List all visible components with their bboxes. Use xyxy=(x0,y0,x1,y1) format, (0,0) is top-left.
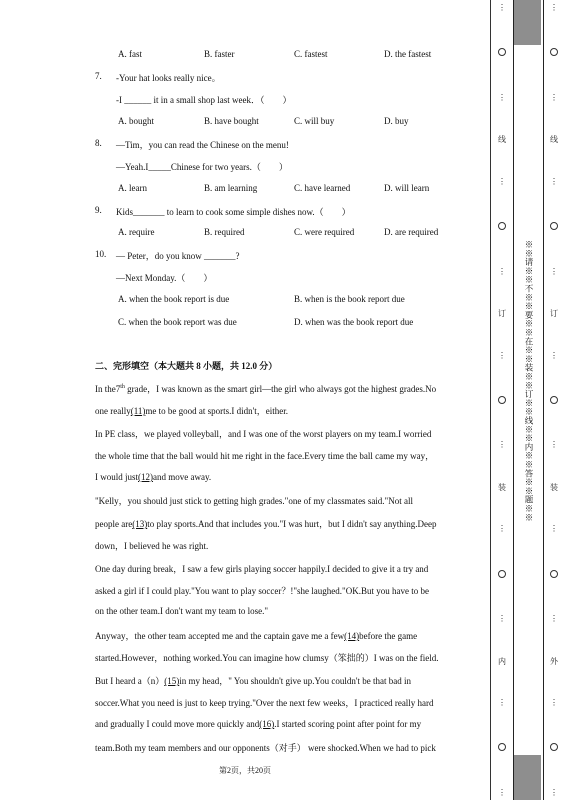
passage-line: In PE class，we played volleyball，and I was one of the worst players on my team.I worried xyxy=(95,429,432,439)
dot-separator: ⋮ xyxy=(498,266,506,276)
outer-label-zhuang: 装 xyxy=(549,482,559,491)
passage-text: me to be good at sports.I didn't，either. xyxy=(145,406,289,416)
dot-separator: ⋮ xyxy=(550,3,558,12)
dot-separator: ⋮ xyxy=(550,176,558,186)
gray-strip-top xyxy=(514,0,541,45)
circle-mark xyxy=(498,48,506,56)
passage-line xyxy=(95,719,421,729)
q8-option-d: D. will learn xyxy=(384,183,430,193)
passage-line: down，I believed he was right. xyxy=(95,541,209,551)
circle-mark xyxy=(498,743,506,751)
q10-number: 10. xyxy=(95,249,107,259)
dot-separator: ⋮ xyxy=(550,524,558,534)
q7-number: 7. xyxy=(95,71,102,81)
passage-text: and move away. xyxy=(153,472,212,482)
dot-separator: ⋮ xyxy=(550,266,558,276)
q8-line1: —Tim，you can read the Chinese on the menu! xyxy=(116,140,289,150)
binding-border xyxy=(490,0,491,800)
passage-line xyxy=(95,674,411,687)
page-footer: 第2页，共20页 xyxy=(219,766,271,775)
q10-option-a: A. when the book report is due xyxy=(118,294,230,304)
passage-text: But I heard a（n） xyxy=(95,676,165,686)
passage-line: soccer.What you need is just to keep trying."Over the next few weeks，I practiced really hard xyxy=(95,698,434,708)
q9-number: 9. xyxy=(95,205,102,215)
dot-separator: ⋮ xyxy=(550,440,558,450)
q7-text-pre: -I xyxy=(116,95,125,105)
q9-option-b: B. required xyxy=(204,227,245,237)
dot-separator: ⋮ xyxy=(550,350,558,360)
q7-option-c: C. will buy xyxy=(294,116,335,126)
blank-11: (11) xyxy=(130,406,146,416)
dot-separator: ⋮ xyxy=(498,524,506,534)
inner-label-xian: 线 xyxy=(497,135,507,144)
dot-separator: ⋮ xyxy=(498,92,506,102)
q8-text-post: Chinese for two years.（ ） xyxy=(170,162,288,172)
passage-text: .I started scoring point after point for my xyxy=(274,719,422,729)
gray-strip-bottom xyxy=(514,755,541,800)
inner-label-nei: 内 xyxy=(497,656,507,665)
dot-separator: ⋮ xyxy=(498,3,506,12)
circle-mark xyxy=(550,396,558,404)
q9-option-a: A. require xyxy=(118,227,155,237)
dot-separator: ⋮ xyxy=(498,350,506,360)
passage-line: team.Both my team members and our opponents（对手） were shocked.When we had to pick xyxy=(95,743,436,753)
dot-separator: ⋮ xyxy=(550,698,558,707)
outer-label-xian: 线 xyxy=(549,135,559,144)
outer-binding-column xyxy=(548,4,560,796)
passage-line xyxy=(95,472,211,482)
circle-mark xyxy=(550,48,558,56)
q9-option-c: C. were required xyxy=(294,227,355,237)
dot-separator: ⋮ xyxy=(498,440,506,450)
dot-separator: ⋮ xyxy=(550,787,558,797)
passage-line: One day during break，I saw a few girls playing soccer happily.I decided to give it a try and xyxy=(95,564,429,574)
passage-text: grade，I was known as the smart girl—the girl who always got the highest grades.No xyxy=(124,384,437,394)
q10-option-d: D. when was the book report due xyxy=(294,317,414,327)
dot-separator: ⋮ xyxy=(498,614,506,624)
q9-option-d: D. are required xyxy=(384,227,439,237)
passage-line: "Kelly，you should just stick to getting high grades."one of my classmates said."Not all xyxy=(95,496,413,506)
q8-option-b: B. am learning xyxy=(204,183,258,193)
passage-text: in my head，" You shouldn't give up.You couldn't be that bad in xyxy=(179,676,411,686)
dot-separator: ⋮ xyxy=(550,92,558,102)
passage-text: to play sports.And that includes you."I was hurt，but I didn't say anything.Deep xyxy=(147,519,437,529)
inner-label-zhuang: 装 xyxy=(497,482,507,491)
q7-option-b: B. have bought xyxy=(204,116,259,126)
passage-line xyxy=(95,517,437,530)
passage-text: before the game xyxy=(359,631,418,641)
q8-number: 8. xyxy=(95,138,102,148)
q8-line2 xyxy=(116,160,288,173)
circle-mark xyxy=(550,743,558,751)
section-heading: 二、完形填空（本大题共 8 小题，共 12.0 分） xyxy=(95,361,278,371)
q8-option-c: C. have learned xyxy=(294,183,351,193)
q8-text-pre: —Yeah.I xyxy=(116,162,149,172)
q7-option-d: D. buy xyxy=(384,116,409,126)
q10-line1 xyxy=(116,249,240,262)
dot-separator: ⋮ xyxy=(498,787,506,797)
q6-option-c: C. fastest xyxy=(294,49,328,59)
passage-line xyxy=(95,629,417,642)
dot-separator: ⋮ xyxy=(498,698,506,707)
passage-text: Anyway，the other team accepted me and the captain gave me a few xyxy=(95,631,345,641)
circle-mark xyxy=(498,222,506,230)
q10-option-c: C. when the book report was due xyxy=(118,317,237,327)
blank-16: (16) xyxy=(259,719,275,729)
q7-text-post: it in a small shop last week．（ ） xyxy=(151,95,292,105)
q8-option-a: A. learn xyxy=(118,183,147,193)
blank-15: (15) xyxy=(164,676,180,686)
circle-mark xyxy=(550,570,558,578)
passage-text: one really xyxy=(95,406,131,416)
passage-text: and gradually I could move more quickly and xyxy=(95,719,260,729)
q6-option-b: B. faster xyxy=(204,49,235,59)
blank-12: (12) xyxy=(138,472,154,482)
outer-label-ding: 订 xyxy=(549,309,559,318)
passage-line: the whole time that the ball would hit me right in the face.Every time the ball came my way， xyxy=(95,451,435,461)
q10-text-post: ? xyxy=(235,251,240,261)
superscript: th xyxy=(120,384,125,390)
q7-option-a: A. bought xyxy=(118,116,154,126)
q7-line2 xyxy=(116,93,291,106)
q7-blank: ______ xyxy=(124,95,152,105)
passage-line: started.However，nothing worked.You can imagine how clumsy（笨拙的）I was on the field. xyxy=(95,653,439,663)
circle-mark xyxy=(550,222,558,230)
q9-text-post: to learn to cook some simple dishes now.（ ） xyxy=(164,207,351,217)
passage-line xyxy=(95,404,288,417)
q9-blank: _______ xyxy=(133,207,165,217)
q9-text-pre: Kids xyxy=(116,207,134,217)
q10-option-b: B. when is the book report due xyxy=(294,294,405,304)
passage-text: I would just xyxy=(95,472,139,482)
q10-blank: _______ xyxy=(204,251,236,261)
dot-separator: ⋮ xyxy=(498,176,506,186)
passage-line xyxy=(95,382,436,395)
passage-line: asked a girl if I could play."You want to play soccer？!"she laughed."OK.But you have to be xyxy=(95,586,429,596)
blank-13: (13) xyxy=(132,519,148,529)
q8-blank: _____ xyxy=(148,162,171,172)
no-answer-notice: ※※请※※不※※要※※在※※装※※订※※线※※内※※答※※题※※ xyxy=(524,240,534,522)
inner-label-ding: 订 xyxy=(497,309,507,318)
q10-text-pre: — Peter，do you know xyxy=(116,251,204,261)
dot-separator: ⋮ xyxy=(550,614,558,624)
q6-option-d: D. the fastest xyxy=(384,49,432,59)
inner-binding-column xyxy=(496,4,508,796)
circle-mark xyxy=(498,570,506,578)
passage-line: on the other team.I don't want my team to lose." xyxy=(95,606,269,616)
q6-option-a: A. fast xyxy=(118,49,142,59)
q9-line xyxy=(116,205,351,218)
q7-line1: -Your hat looks really nice。 xyxy=(116,73,221,83)
passage-text: In the7 xyxy=(95,384,121,394)
circle-mark xyxy=(498,396,506,404)
passage-text: people are xyxy=(95,519,133,529)
outer-label-wai: 外 xyxy=(549,656,559,665)
q10-line2: —Next Monday.（ ） xyxy=(116,273,213,283)
blank-14: (14) xyxy=(344,631,360,641)
